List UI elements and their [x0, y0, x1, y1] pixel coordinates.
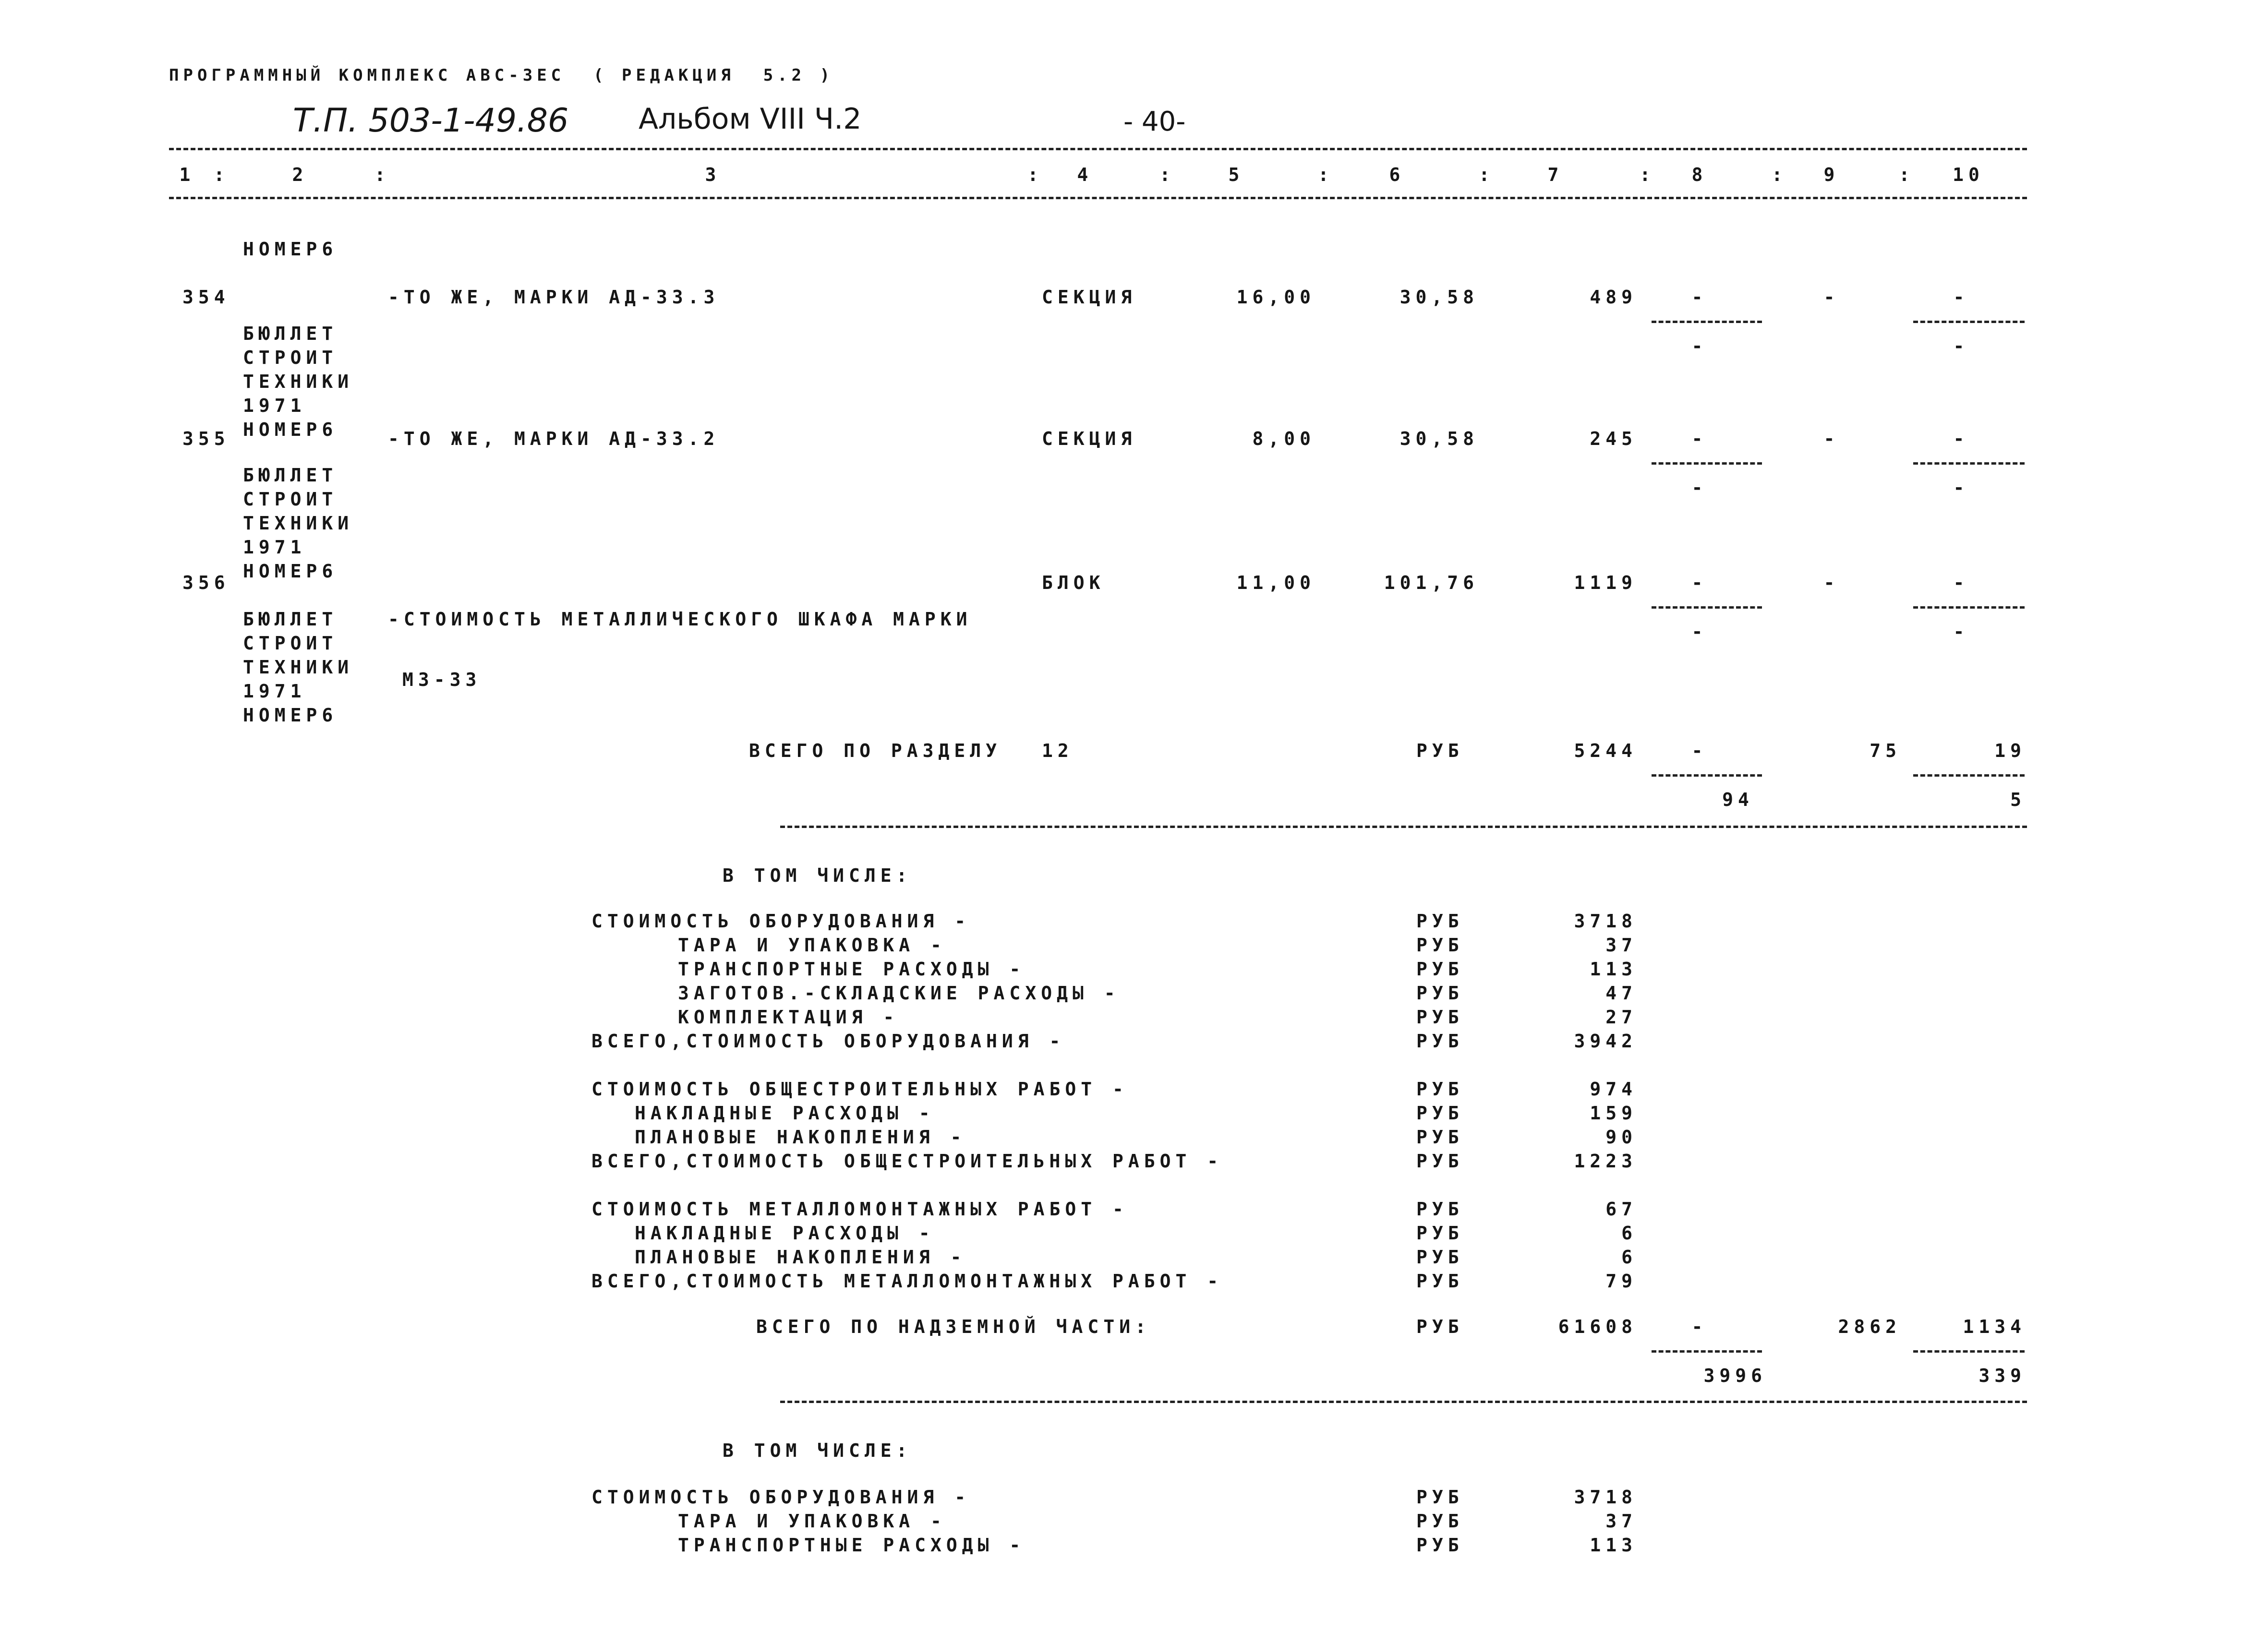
breakdown-unit: РУБ — [1416, 1271, 1464, 1292]
breakdown-line — [591, 1104, 1648, 1126]
row-description: -ТО ЖЕ, МАРКИ АД-33.3 — [388, 287, 720, 308]
col-sep: : — [1640, 164, 1655, 185]
breakdown-unit: РУБ — [1416, 959, 1464, 980]
fraction-rule — [1652, 321, 1762, 323]
breakdown-line — [591, 936, 1648, 958]
breakdown-unit: РУБ — [1416, 1487, 1464, 1508]
col-1: 1 — [179, 164, 195, 185]
above-ground-col9: 2862 — [1838, 1316, 1901, 1337]
breakdown-line — [591, 1200, 1648, 1222]
fraction-rule — [1652, 462, 1762, 465]
row-unit-price: 30,58 — [1399, 428, 1479, 449]
breakdown-heading: В ТОМ ЧИСЛЕ: — [723, 865, 912, 886]
row-col8-top: - — [1691, 287, 1708, 308]
row-description: -ТО ЖЕ, МАРКИ АД-33.2 — [388, 428, 720, 449]
breakdown-unit: РУБ — [1416, 1151, 1464, 1172]
col-5: 5 — [1228, 164, 1244, 185]
album-label: Альбом VIII Ч.2 — [639, 102, 862, 136]
row-col8-top: - — [1691, 428, 1708, 449]
fraction-rule — [1652, 1350, 1762, 1353]
breakdown-line — [591, 984, 1648, 1006]
above-ground-col10-bottom: 339 — [1978, 1365, 2026, 1386]
fraction-rule — [1652, 774, 1762, 777]
breakdown-heading: В ТОМ ЧИСЛЕ: — [723, 1440, 912, 1461]
col-8: 8 — [1691, 164, 1708, 185]
col-2: 2 — [292, 164, 308, 185]
breakdown-value: 47 — [1605, 983, 1637, 1004]
col-sep: : — [1899, 164, 1915, 185]
row-quantity: 11,00 — [1236, 572, 1315, 593]
breakdown-line — [591, 960, 1648, 982]
col-9: 9 — [1823, 164, 1840, 185]
breakdown-unit: РУБ — [1416, 935, 1464, 956]
row-col10-bottom: - — [1953, 477, 1969, 498]
breakdown-line — [591, 1488, 1648, 1510]
header-bottom-rule — [169, 197, 2027, 199]
row-col9: - — [1823, 287, 1840, 308]
breakdown-value: 79 — [1605, 1271, 1637, 1292]
section-col8-bottom: 94 — [1722, 789, 1754, 810]
row-col8-bottom: - — [1691, 477, 1708, 498]
breakdown-value: 3718 — [1574, 1487, 1637, 1508]
document-code: Т.П. 503-1-49.86 — [293, 102, 569, 140]
breakdown-value: 3718 — [1574, 911, 1637, 932]
col-4: 4 — [1077, 164, 1093, 185]
row-col9: - — [1823, 428, 1840, 449]
row-unit: СЕКЦИЯ — [1042, 287, 1137, 308]
row-col10-bottom: - — [1953, 336, 1969, 357]
breakdown-value: 37 — [1605, 935, 1637, 956]
breakdown-unit: РУБ — [1416, 1223, 1464, 1244]
breakdown-label: СТОИМОСТЬ МЕТАЛЛОМОНТАЖНЫХ РАБОТ - — [591, 1199, 1128, 1220]
row-quantity: 8,00 — [1252, 428, 1315, 449]
col-sep: : — [1159, 164, 1175, 185]
row-number: 354 — [182, 287, 230, 308]
breakdown-label: ВСЕГО,СТОИМОСТЬ ОБОРУДОВАНИЯ - — [591, 1031, 1065, 1052]
breakdown-line — [591, 912, 1648, 934]
fraction-rule — [1913, 774, 2025, 777]
breakdown-unit: РУБ — [1416, 911, 1464, 932]
section-number: 12 — [1042, 740, 1074, 761]
row-unit-price: 101,76 — [1384, 572, 1479, 593]
breakdown-unit: РУБ — [1416, 1511, 1464, 1532]
above-ground-total-unit: РУБ — [1416, 1316, 1464, 1337]
page-number: - 40- — [1123, 106, 1186, 137]
breakdown-line — [591, 1128, 1648, 1150]
breakdown-value: 1223 — [1574, 1151, 1637, 1172]
row-total: 245 — [1590, 428, 1637, 449]
section-total-value: 5244 — [1574, 740, 1637, 761]
row-col8-bottom: - — [1691, 621, 1708, 642]
row-total: 1119 — [1574, 572, 1637, 593]
above-ground-col8-bottom: 3996 — [1703, 1365, 1767, 1386]
row-col9: - — [1823, 572, 1840, 593]
above-ground-total-label: ВСЕГО ПО НАДЗЕМНОЙ ЧАСТИ: — [756, 1316, 1151, 1337]
section-col10-top: 19 — [1994, 740, 2026, 761]
row-source: БЮЛЛЕТ СТРОИТ ТЕХНИКИ 1971 НОМЕР6 — [243, 465, 354, 582]
breakdown-value: 113 — [1590, 959, 1637, 980]
breakdown-unit: РУБ — [1416, 1103, 1464, 1124]
breakdown-line — [591, 1272, 1648, 1294]
section-col10-bottom: 5 — [2010, 789, 2026, 810]
col-6: 6 — [1389, 164, 1405, 185]
breakdown-label: ТАРА И УПАКОВКА - — [678, 1511, 946, 1532]
breakdown-label: НАКЛАДНЫЕ РАСХОДЫ - — [635, 1103, 935, 1124]
col-10: 10 — [1953, 164, 1984, 185]
header-top-rule — [169, 148, 2027, 150]
col-3: 3 — [705, 164, 721, 185]
fraction-rule — [1913, 462, 2025, 465]
breakdown-unit: РУБ — [1416, 1031, 1464, 1052]
section-col9: 75 — [1870, 740, 1901, 761]
breakdown-value: 113 — [1590, 1535, 1637, 1556]
fraction-rule — [1652, 606, 1762, 609]
breakdown-label: ТРАНСПОРТНЫЕ РАСХОДЫ - — [678, 959, 1025, 980]
row-col10-top: - — [1953, 572, 1969, 593]
section-rule — [780, 826, 2027, 828]
breakdown-value: 159 — [1590, 1103, 1637, 1124]
breakdown-unit: РУБ — [1416, 1247, 1464, 1268]
section-col8-top: - — [1691, 740, 1708, 761]
breakdown-value: 974 — [1590, 1079, 1637, 1100]
breakdown-unit: РУБ — [1416, 1535, 1464, 1556]
breakdown-value: 3942 — [1574, 1031, 1637, 1052]
breakdown-label: КОМПЛЕКТАЦИЯ - — [678, 1007, 899, 1028]
row-unit-price: 30,58 — [1399, 287, 1479, 308]
breakdown-label: ТРАНСПОРТНЫЕ РАСХОДЫ - — [678, 1535, 1025, 1556]
breakdown-value: 67 — [1605, 1199, 1637, 1220]
breakdown-unit: РУБ — [1416, 1007, 1464, 1028]
breakdown-line — [591, 1248, 1648, 1270]
col-sep: : — [214, 164, 229, 185]
fraction-rule — [1913, 1350, 2025, 1353]
col-sep: : — [1027, 164, 1043, 185]
breakdown-value: 37 — [1605, 1511, 1637, 1532]
col-sep: : — [374, 164, 390, 185]
breakdown-label: СТОИМОСТЬ ОБОРУДОВАНИЯ - — [591, 1487, 971, 1508]
breakdown-unit: РУБ — [1416, 1079, 1464, 1100]
above-ground-total-value: 61608 — [1558, 1316, 1637, 1337]
row-col10-bottom: - — [1953, 621, 1969, 642]
fraction-rule — [1913, 321, 2025, 323]
row-col8-bottom: - — [1691, 336, 1708, 357]
breakdown-label: ПЛАНОВЫЕ НАКОПЛЕНИЯ - — [635, 1247, 966, 1268]
row-number: 355 — [182, 428, 230, 449]
breakdown-line — [591, 1152, 1648, 1174]
fraction-rule — [1913, 606, 2025, 609]
breakdown-line — [591, 1536, 1648, 1558]
row-col10-top: - — [1953, 428, 1969, 449]
col-sep: : — [1318, 164, 1334, 185]
above-ground-col8-top: - — [1691, 1316, 1708, 1337]
breakdown-label: ВСЕГО,СТОИМОСТЬ ОБЩЕСТРОИТЕЛЬНЫХ РАБОТ - — [591, 1151, 1223, 1172]
breakdown-label: СТОИМОСТЬ ОБОРУДОВАНИЯ - — [591, 911, 971, 932]
row-source: БЮЛЛЕТ СТРОИТ ТЕХНИКИ 1971 НОМЕР6 — [243, 323, 354, 440]
section-total-label: ВСЕГО ПО РАЗДЕЛУ — [749, 740, 1002, 761]
continued-source: НОМЕР6 — [243, 239, 338, 260]
breakdown-line — [591, 1032, 1648, 1054]
row-col8-top: - — [1691, 572, 1708, 593]
row-description: -СТОИМОСТЬ МЕТАЛЛИЧЕСКОГО ШКАФА МАРКИ МЗ-33 — [388, 609, 972, 690]
breakdown-value: 6 — [1621, 1223, 1637, 1244]
program-header: ПРОГРАММНЫЙ КОМПЛЕКС АВС-ЗЕС ( РЕДАКЦИЯ 5.2 ) — [169, 66, 834, 85]
breakdown-label: ЗАГОТОВ.-СКЛАДСКИЕ РАСХОДЫ - — [678, 983, 1120, 1004]
breakdown-label: ВСЕГО,СТОИМОСТЬ МЕТАЛЛОМОНТАЖНЫХ РАБОТ - — [591, 1271, 1223, 1292]
breakdown-label: СТОИМОСТЬ ОБЩЕСТРОИТЕЛЬНЫХ РАБОТ - — [591, 1079, 1128, 1100]
breakdown-value: 90 — [1605, 1127, 1637, 1148]
section-total-unit: РУБ — [1416, 740, 1464, 761]
row-source: БЮЛЛЕТ СТРОИТ ТЕХНИКИ 1971 НОМЕР6 — [243, 609, 354, 726]
breakdown-label: ТАРА И УПАКОВКА - — [678, 935, 946, 956]
breakdown-line — [591, 1080, 1648, 1102]
breakdown-line — [591, 1224, 1648, 1246]
col-sep: : — [1479, 164, 1495, 185]
row-unit: БЛОК — [1042, 572, 1105, 593]
breakdown-unit: РУБ — [1416, 1127, 1464, 1148]
breakdown-line — [591, 1008, 1648, 1030]
breakdown-unit: РУБ — [1416, 983, 1464, 1004]
col-7: 7 — [1547, 164, 1564, 185]
breakdown-value: 27 — [1605, 1007, 1637, 1028]
col-sep: : — [1772, 164, 1787, 185]
above-ground-col10-top: 1134 — [1963, 1316, 2026, 1337]
row-total: 489 — [1590, 287, 1637, 308]
row-unit: СЕКЦИЯ — [1042, 428, 1137, 449]
row-quantity: 16,00 — [1236, 287, 1315, 308]
breakdown-value: 6 — [1621, 1247, 1637, 1268]
breakdown-line — [591, 1512, 1648, 1534]
breakdown-label: ПЛАНОВЫЕ НАКОПЛЕНИЯ - — [635, 1127, 966, 1148]
breakdown-unit: РУБ — [1416, 1199, 1464, 1220]
row-number: 356 — [182, 572, 230, 593]
section-rule — [780, 1401, 2027, 1403]
row-col10-top: - — [1953, 287, 1969, 308]
breakdown-label: НАКЛАДНЫЕ РАСХОДЫ - — [635, 1223, 935, 1244]
